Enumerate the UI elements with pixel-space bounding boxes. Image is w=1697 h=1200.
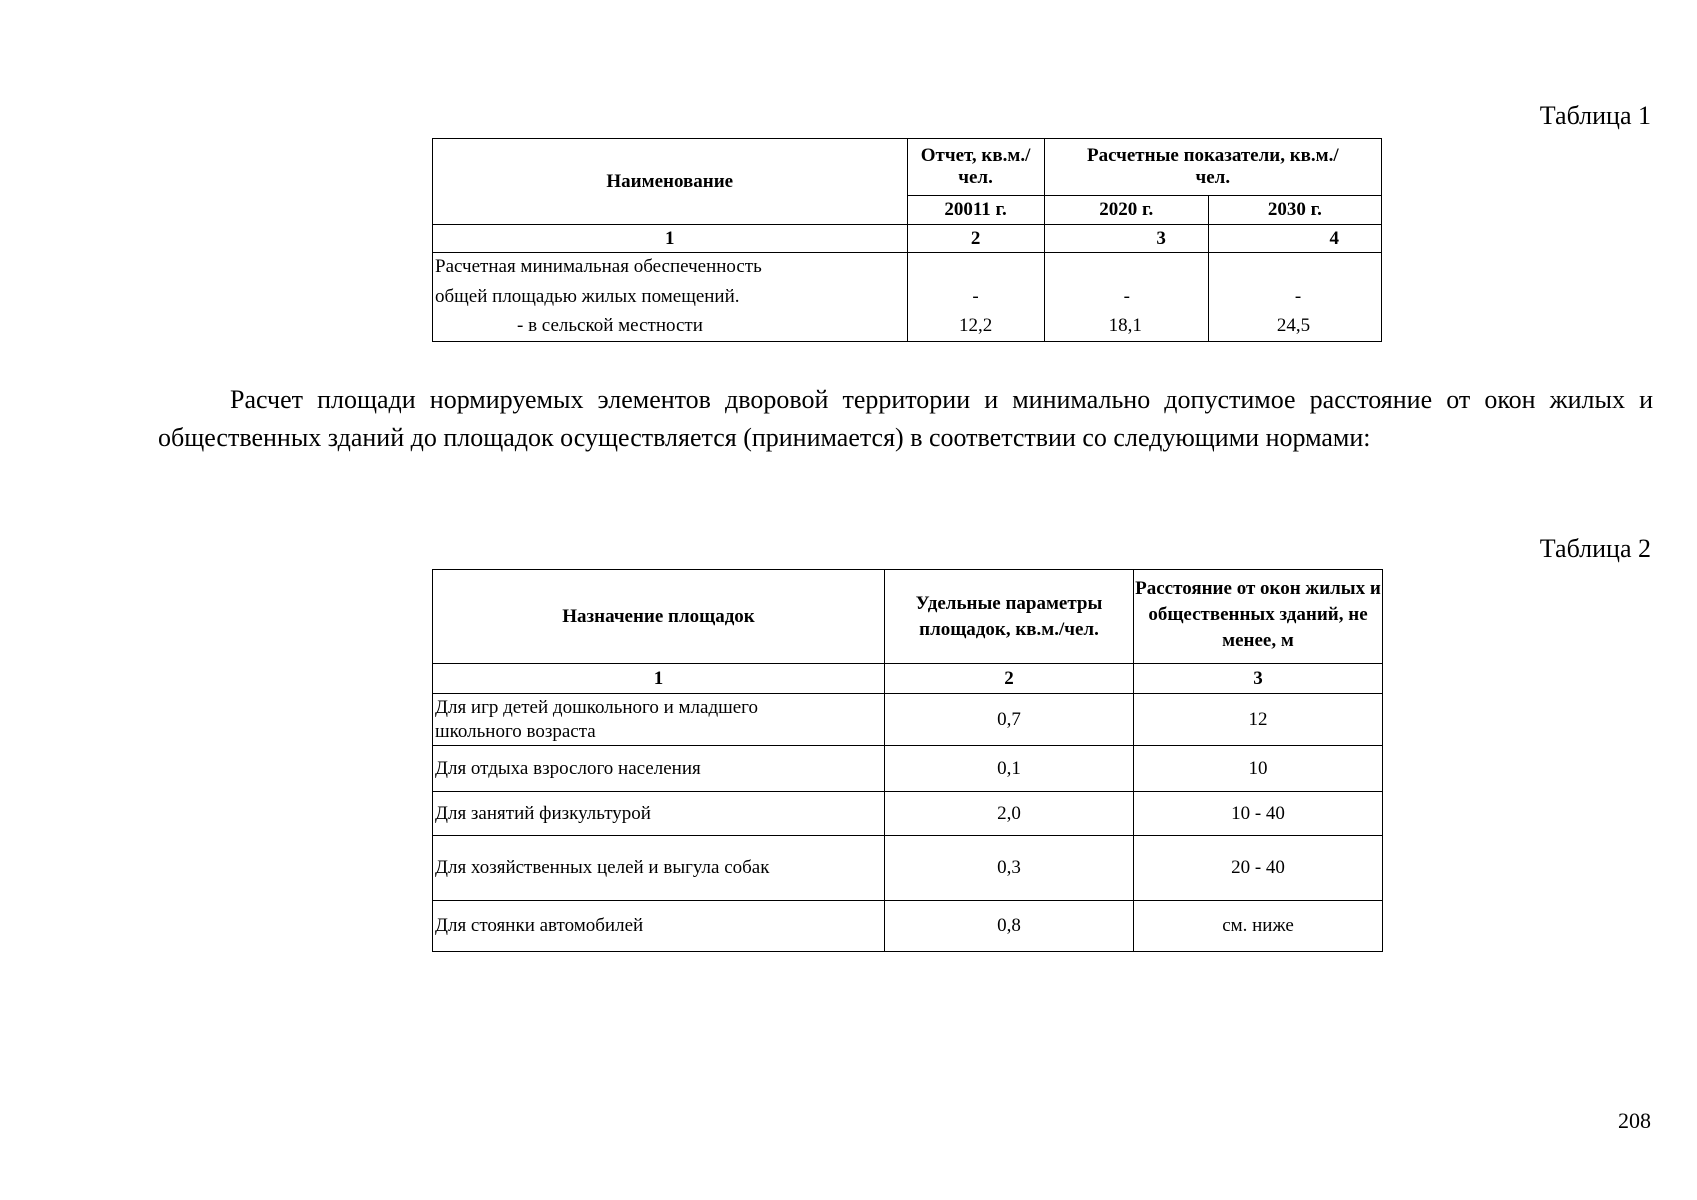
table1-value-1: 12,2	[907, 312, 1044, 342]
table-row	[433, 792, 1383, 836]
table2	[432, 569, 1383, 952]
table1-header-year2: 2020 г.	[1044, 196, 1208, 225]
table1-value-2: 18,1	[1044, 312, 1208, 342]
table1	[432, 138, 1382, 342]
table1-header-name: Наименование	[433, 139, 908, 225]
table1-colnum-2: 2	[907, 225, 1044, 253]
table1-dash-1: -	[907, 282, 1044, 312]
table-row	[433, 836, 1383, 901]
table-row	[433, 901, 1383, 952]
table2-row-name: Для занятий физкультурой	[433, 792, 885, 836]
table2-row-param: 0,3	[885, 836, 1134, 901]
table2-row-distance: 12	[1134, 694, 1383, 746]
table1-caption: Таблица 1	[1539, 101, 1651, 130]
table2-row-param: 0,8	[885, 901, 1134, 952]
table-row	[433, 694, 1383, 746]
table1-header-year1: 20011 г.	[907, 196, 1044, 225]
table1-header-report: Отчет, кв.м./чел.	[907, 139, 1044, 196]
table2-row-distance: см. ниже	[1134, 901, 1383, 952]
table1-header-calc: Расчетные показатели, кв.м./чел.	[1044, 139, 1381, 196]
table2-colnum-1: 1	[433, 664, 885, 694]
table1-dash-3: -	[1208, 282, 1381, 312]
table1-colnum-4: 4	[1208, 225, 1381, 253]
table1-row-line3: - в сельской местности	[433, 312, 908, 342]
page-number: 208	[1618, 1108, 1651, 1133]
table2-row-distance: 20 - 40	[1134, 836, 1383, 901]
table1-row-line1: Расчетная минимальная обеспеченность	[433, 253, 908, 282]
table2-row-name: Для отдыха взрослого населения	[433, 746, 885, 792]
table2-row-name: Для хозяйственных целей и выгула собак	[433, 836, 885, 901]
table2-row-param: 0,1	[885, 746, 1134, 792]
table2-row-name: Для стоянки автомобилей	[433, 901, 885, 952]
table2-header-params: Удельные параметры площадок, кв.м./чел.	[885, 570, 1134, 664]
table2-row-param: 0,7	[885, 694, 1134, 746]
table-row	[433, 746, 1383, 792]
table1-value-3: 24,5	[1208, 312, 1381, 342]
table2-row-name: Для игр детей дошкольного и младшего школьного возраста	[433, 694, 885, 746]
table2-row-distance: 10	[1134, 746, 1383, 792]
table1-header-year3: 2030 г.	[1208, 196, 1381, 225]
table2-header-distance: Расстояние от окон жилых и общественных зданий, не менее, м	[1134, 570, 1383, 664]
table2-row-param: 2,0	[885, 792, 1134, 836]
table2-header-purpose: Назначение площадок	[433, 570, 885, 664]
table1-row-line2: общей площадью жилых помещений.	[433, 282, 908, 312]
table2-row-distance: 10 - 40	[1134, 792, 1383, 836]
table1-dash-2: -	[1044, 282, 1208, 312]
body-paragraph: Расчет площади нормируемых элементов дворовой территории и минимально допустимое расстояние от окон жилых и общественных зданий до площадок осуществляется (принимается) в соответствии со следующими нормами:	[158, 385, 1653, 452]
table2-caption: Таблица 2	[1539, 534, 1651, 563]
table2-colnum-2: 2	[885, 664, 1134, 694]
table1-colnum-1: 1	[433, 225, 908, 253]
table2-colnum-3: 3	[1134, 664, 1383, 694]
table1-colnum-3: 3	[1044, 225, 1208, 253]
